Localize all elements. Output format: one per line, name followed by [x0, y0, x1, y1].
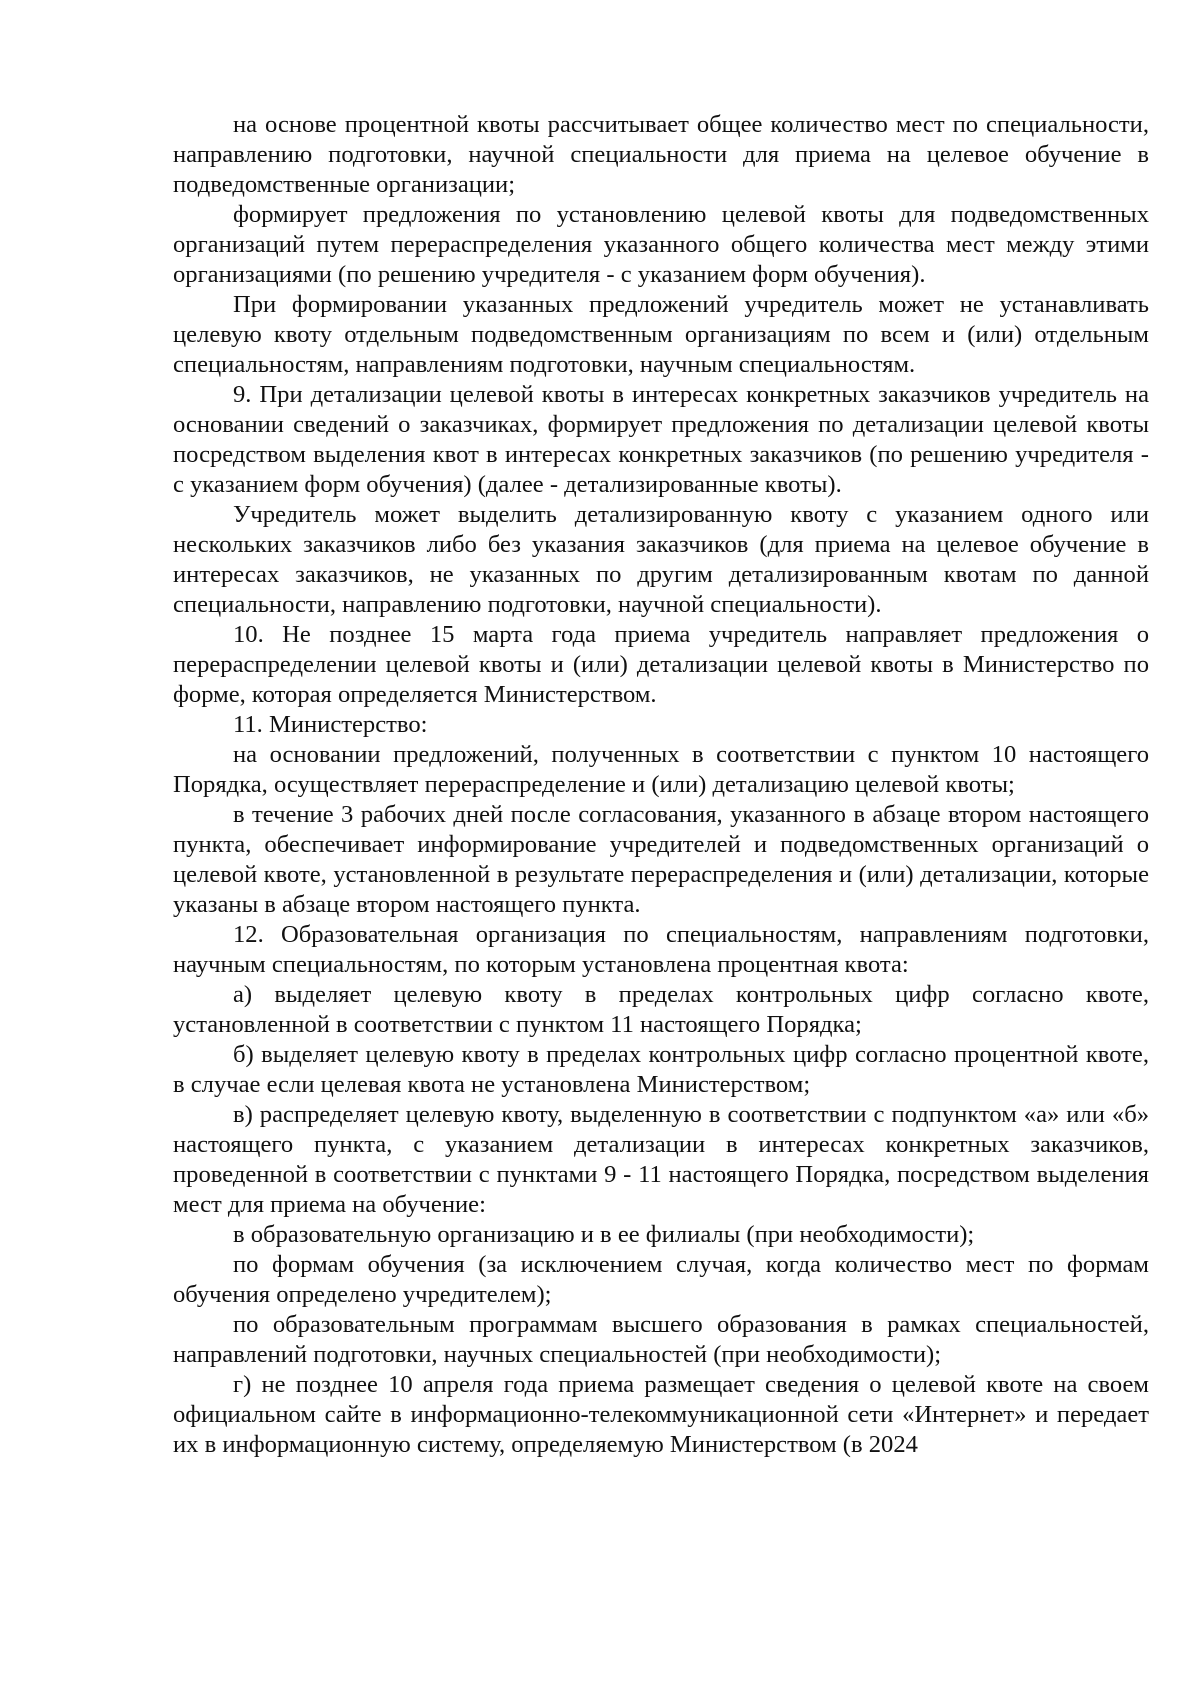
paragraph-item-12-g: г) не позднее 10 апреля года приема размещает сведения о целевой квоте на своем официальном сайте в информационно-телекоммуникационной сети «Интернет» и передает их в информационную систему, определяемую Министерством (в 2024 — [173, 1371, 1149, 1458]
paragraph-quota-calculation: на основе процентной квоты рассчитывает общее количество мест по специальности, направлению подготовки, научной специальности для приема на целевое обучение в подведомственные организации; — [173, 111, 1149, 198]
paragraph-branches: в образовательную организацию и в ее филиалы (при необходимости); — [233, 1221, 975, 1248]
paragraph-item-11-redistribution: на основании предложений, полученных в соответствии с пунктом 10 настоящего Порядка, осуществляет перераспределение и (или) детализацию целевой квоты; — [173, 741, 1149, 798]
document-body — [173, 110, 1149, 1460]
paragraph-item-12-a: а) выделяет целевую квоту в пределах контрольных цифр согласно квоте, установленной в соответствии с пунктом 11 настоящего Порядка; — [173, 981, 1149, 1038]
paragraph-programs: по образовательным программам высшего образования в рамках специальностей, направлений подготовки, научных специальностей (при необходимости); — [173, 1311, 1149, 1368]
paragraph-item-12-b: б) выделяет целевую квоту в пределах контрольных цифр согласно процентной квоте, в случае если целевая квота не установлена Министерством; — [173, 1041, 1149, 1098]
paragraph-founder-discretion: При формировании указанных предложений учредитель может не устанавливать целевую квоту отдельным подведомственным организациям по всем и (или) отдельным специальностям, направлениям подготовки, научным специальностям. — [173, 291, 1149, 378]
paragraph-item-12-v: в) распределяет целевую квоту, выделенную в соответствии с подпунктом «а» или «б» настоящего пункта, с указанием детализации в интересах конкретных заказчиков, проведенной в соответствии с пунктами 9 - 11 настоящего Порядка, посредством выделения мест для приема на обучение: — [173, 1101, 1149, 1218]
paragraph-item-10: 10. Не позднее 15 марта года приема учредитель направляет предложения о перераспределении целевой квоты и (или) детализации целевой квоты в Министерство по форме, которая определяется Министерством. — [173, 621, 1149, 708]
paragraph-item-11-heading: 11. Министерство: — [233, 711, 428, 738]
paragraph-detailed-quota: Учредитель может выделить детализированную квоту с указанием одного или нескольких заказчиков либо без указания заказчиков (для приема на целевое обучение в интересах заказчиков, не указанных по другим детализированным квотам по данной специальности, направлению подготовки, научной специальности). — [173, 501, 1149, 618]
paragraph-item-9: 9. При детализации целевой квоты в интересах конкретных заказчиков учредитель на основании сведений о заказчиках, формирует предложения по детализации целевой квоты посредством выделения квот в интересах конкретных заказчиков (по решению учредителя - с указанием форм обучения) (далее - детализированные квоты). — [173, 381, 1149, 498]
paragraph-item-11-informing: в течение 3 рабочих дней после согласования, указанного в абзаце втором настоящего пункта, обеспечивает информирование учредителей и подведомственных организаций о целевой квоте, установленной в результате перераспределения и (или) детализации, которые указаны в абзаце втором настоящего пункта. — [173, 801, 1149, 918]
paragraph-item-12: 12. Образовательная организация по специальностям, направлениям подготовки, научным специальностям, по которым установлена процентная квота: — [173, 921, 1149, 978]
paragraph-study-forms: по формам обучения (за исключением случая, когда количество мест по формам обучения определено учредителем); — [173, 1251, 1149, 1308]
paragraph-quota-proposals: формирует предложения по установлению целевой квоты для подведомственных организаций путем перераспределения указанного общего количества мест между этими организациями (по решению учредителя - с указанием форм обучения). — [173, 201, 1149, 288]
